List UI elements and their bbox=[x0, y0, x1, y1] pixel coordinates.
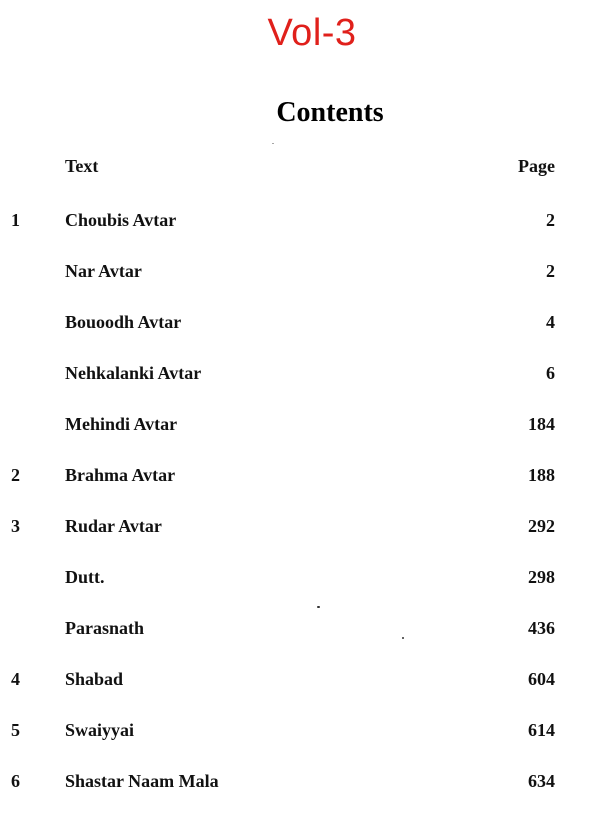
entry-title: Parasnath bbox=[65, 618, 145, 638]
entry-page: 604 bbox=[528, 669, 555, 689]
entry-page: 2 bbox=[546, 210, 555, 230]
scan-speck bbox=[317, 606, 320, 608]
table-row bbox=[0, 252, 600, 303]
section-number: 5 bbox=[11, 720, 20, 740]
entry-page: 634 bbox=[528, 771, 555, 791]
entry-page: 6 bbox=[546, 363, 555, 383]
table-row bbox=[0, 354, 600, 405]
entry-page: 436 bbox=[528, 618, 555, 638]
column-header-text: Text bbox=[65, 156, 99, 176]
entry-title: Mehindi Avtar bbox=[65, 414, 178, 434]
entry-title: Bouoodh Avtar bbox=[65, 312, 182, 332]
entry-title: Rudar Avtar bbox=[65, 516, 162, 536]
column-header-page: Page bbox=[518, 156, 555, 176]
table-row bbox=[0, 711, 600, 762]
section-number: 6 bbox=[11, 771, 20, 791]
entry-page: 184 bbox=[528, 414, 555, 434]
table-header-row bbox=[0, 150, 600, 201]
entry-title: Swaiyyai bbox=[65, 720, 135, 740]
entry-page: 292 bbox=[528, 516, 555, 536]
table-row bbox=[0, 507, 600, 558]
table-row bbox=[0, 558, 600, 609]
entry-page: 4 bbox=[546, 312, 555, 332]
table-row bbox=[0, 762, 600, 813]
entry-title: Choubis Avtar bbox=[65, 210, 177, 230]
contents-table bbox=[0, 150, 600, 813]
entry-title: Brahma Avtar bbox=[65, 465, 176, 485]
entry-title: Shastar Naam Mala bbox=[65, 771, 219, 791]
entry-page: 298 bbox=[528, 567, 555, 587]
scan-speck bbox=[402, 637, 404, 639]
section-number: 4 bbox=[11, 669, 20, 689]
scan-speck bbox=[272, 143, 274, 144]
page-title: Contents bbox=[276, 97, 384, 128]
volume-label: Vol-3 bbox=[267, 12, 357, 54]
entry-title: Nehkalanki Avtar bbox=[65, 363, 202, 383]
entry-page: 2 bbox=[546, 261, 555, 281]
table-row bbox=[0, 303, 600, 354]
entry-title: Nar Avtar bbox=[65, 261, 142, 281]
entry-title: Dutt. bbox=[65, 567, 105, 587]
section-number: 1 bbox=[11, 210, 20, 230]
table-row bbox=[0, 201, 600, 252]
table-row bbox=[0, 456, 600, 507]
entry-page: 188 bbox=[528, 465, 555, 485]
table-row bbox=[0, 405, 600, 456]
section-number: 3 bbox=[11, 516, 20, 536]
table-row bbox=[0, 609, 600, 660]
entry-title: Shabad bbox=[65, 669, 124, 689]
entry-page: 614 bbox=[528, 720, 555, 740]
section-number: 2 bbox=[11, 465, 20, 485]
table-row bbox=[0, 660, 600, 711]
